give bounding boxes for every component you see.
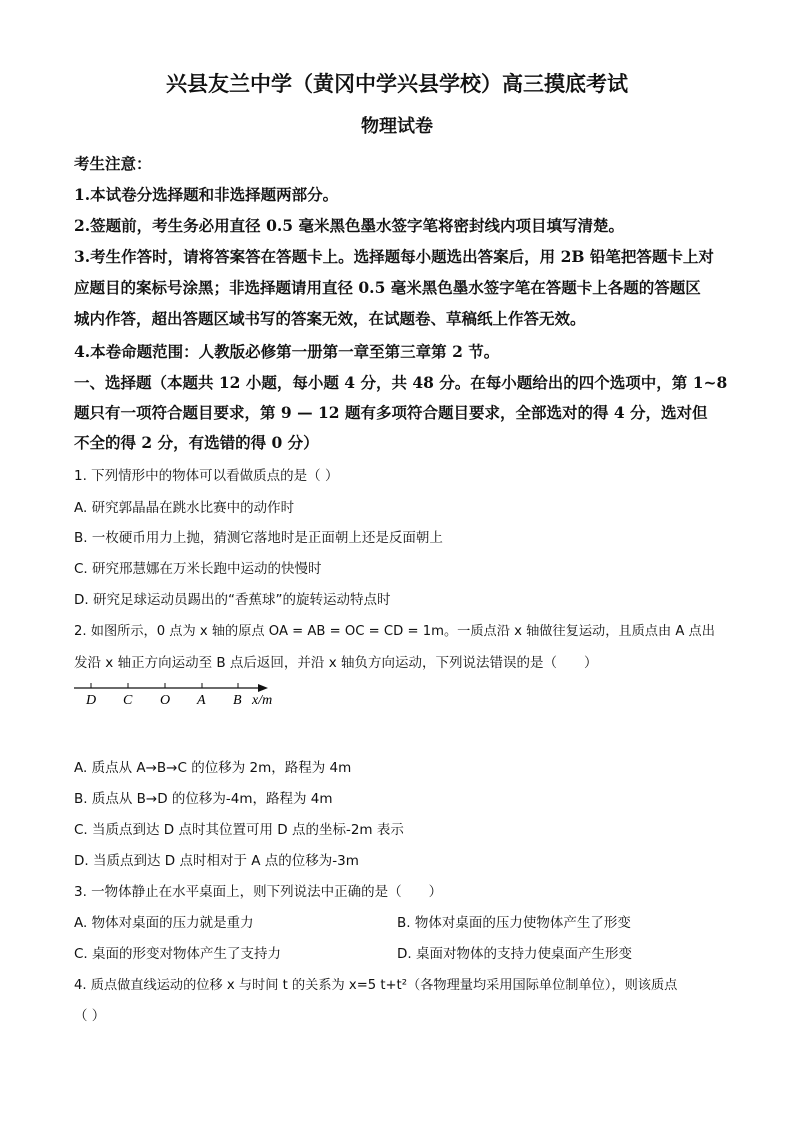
exam-title: 兴县友兰中学（黄冈中学兴县学校）高三摸底考试: [166, 71, 628, 96]
q2-stem-line-1: 2. 如图所示，0 点为 x 轴的原点 OA = AB = OC = CD = 1m。一质点沿 x 轴做往复运动，且质点由 A 点出: [74, 624, 715, 639]
q3-option-d: D. 桌面对物体的支持力使桌面产生形变: [397, 946, 632, 962]
q4-stem-line-1: 4. 质点做直线运动的位移 x 与时间 t 的关系为 x=5 t+t²（各物理量均采用国际单位制单位），则该质点: [74, 978, 678, 993]
section-1-line-3: 不全的得 2 分，有选错的得 0 分）: [74, 433, 319, 452]
axis-label-c: C: [123, 693, 133, 708]
axis-label-o: O: [160, 693, 171, 708]
q1-stem: 1. 下列情形中的物体可以看做质点的是（ ）: [74, 468, 339, 484]
q3-option-c: C. 桌面的形变对物体产生了支持力: [74, 946, 282, 962]
q2-option-d: D. 当质点到达 D 点时相对于 A 点的位移为-3m: [74, 853, 359, 869]
notice-item-3-line-2: 应题目的案标号涂黑；非选择题请用直径 0.5 毫米黑色墨水签字笔在答题卡上各题的答题区: [74, 278, 701, 297]
q3-option-a: A. 物体对桌面的压力就是重力: [74, 915, 254, 931]
notice-item-3-line-3: 城内作答，超出答题区域书写的答案无效，在试题卷、草稿纸上作答无效。: [74, 309, 586, 328]
q2-option-c: C. 当质点到达 D 点时其位置可用 D 点的坐标-2m 表示: [74, 822, 404, 838]
axis-label-b: B: [233, 693, 242, 708]
exam-subtitle: 物理试卷: [361, 116, 433, 137]
axis-label-d: D: [86, 693, 97, 708]
q2-option-b: B. 质点从 B→D 的位移为-4m，路程为 4m: [74, 791, 333, 807]
notice-item-4: 4.本卷命题范围：人教版必修第一册第一章至第三章第 2 节。: [74, 342, 500, 361]
section-1-line-1: 一、选择题（本题共 12 小题，每小题 4 分，共 48 分。在每小题给出的四个选项中，第 1~8: [74, 373, 728, 392]
q1-option-b: B. 一枚硬币用力上抛，猜测它落地时是正面朝上还是反面朝上: [74, 530, 443, 546]
q2-stem-line-2: 发沿 x 轴正方向运动至 B 点后返回，并沿 x 轴负方向运动，下列说法错误的是（ ）: [74, 655, 598, 671]
q1-option-c: C. 研究邢慧娜在万米长跑中运动的快慢时: [74, 561, 322, 577]
notice-item-3-line-1: 3.考生作答时，请将答案答在答题卡上。选择题每小题选出答案后，用 2B 铅笔把答题卡上对: [74, 247, 714, 266]
axis-unit-label: x/m: [252, 693, 273, 708]
section-1-line-2: 题只有一项符合题目要求，第 9 — 12 题有多项符合题目要求，全部选对的得 4 分，选对但: [74, 403, 708, 422]
notice-item-2: 2.签题前，考生务必用直径 0.5 毫米黑色墨水签字笔将密封线内项目填写清楚。: [74, 216, 624, 235]
notice-item-1: 1.本试卷分选择题和非选择题两部分。: [74, 185, 339, 204]
q1-option-a: A. 研究郭晶晶在跳水比赛中的动作时: [74, 500, 295, 516]
q2-option-a: A. 质点从 A→B→C 的位移为 2m，路程为 4m: [74, 760, 352, 776]
axis-label-a: A: [197, 693, 206, 708]
q3-stem: 3. 一物体静止在水平桌面上，则下列说法中正确的是（ ）: [74, 884, 443, 900]
number-line-diagram: [72, 680, 292, 714]
q4-stem-line-2: （ ）: [74, 1008, 106, 1024]
q3-option-b: B. 物体对桌面的压力使物体产生了形变: [397, 915, 631, 931]
axis-arrow: [258, 684, 268, 692]
notice-heading: 考生注意：: [74, 154, 152, 173]
q1-option-d: D. 研究足球运动员踢出的“香蕉球”的旋转运动特点时: [74, 592, 391, 608]
